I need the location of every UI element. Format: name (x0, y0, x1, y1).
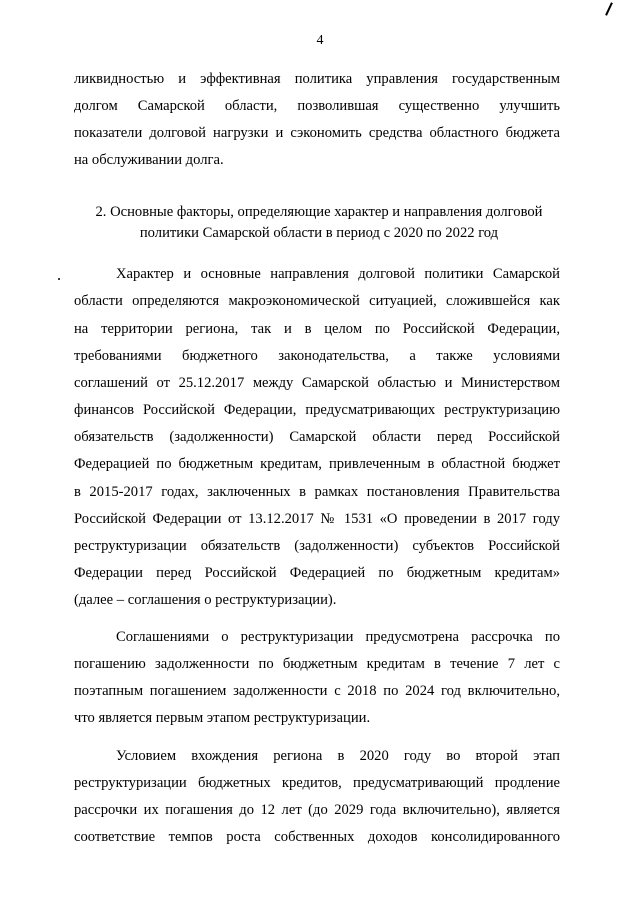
text-line: на территории региона, так и в целом по Российской Федерации, (74, 321, 560, 337)
text-line: соответствие темпов роста собственных доходов консолидированного (74, 829, 560, 845)
scan-mark (605, 2, 613, 16)
text-line: Российской Федерации от 13.12.2017 № 1531 «О проведении в 2017 году (74, 511, 560, 527)
text-line: требованиями бюджетного законодательства, а также условиями (74, 348, 560, 364)
text-line: области определяются макроэкономической ситуацией, сложившейся как (74, 293, 560, 309)
section-heading-line: политики Самарской области в период с 2020 по 2022 год (139, 225, 499, 241)
text-line: Условием вхождения региона в 2020 году во второй этап (116, 748, 560, 764)
text-line: соглашений от 25.12.2017 между Самарской областью и Министерством (74, 375, 560, 391)
text-line: погашению задолженности по бюджетным кредитам в течение 7 лет с (74, 656, 560, 672)
text-line: (далее – соглашения о реструктуризации). (74, 592, 337, 608)
text-line: долгом Самарской области, позволившая существенно улучшить (74, 98, 560, 114)
text-line: в 2015-2017 годах, заключенных в рамках постановления Правительства (74, 484, 560, 500)
text-line: рассрочки их погашения до 12 лет (до 2029 года включительно), является (74, 802, 560, 818)
text-line: что является первым этапом реструктуризации. (74, 710, 371, 726)
text-line: Соглашениями о реструктуризации предусмотрена рассрочка по (116, 629, 560, 645)
page-number: 4 (316, 33, 324, 48)
text-line: Федерации перед Российской Федерацией по бюджетным кредитам» (74, 565, 560, 581)
text-line: Федерацией по бюджетным кредитам, привлеченным в областной бюджет (74, 456, 560, 472)
text-line: реструктуризации обязательств (задолженности) субъектов Российской (74, 538, 560, 554)
scan-mark (58, 278, 60, 280)
text-line: на обслуживании долга. (74, 152, 224, 168)
text-line: реструктуризации бюджетных кредитов, предусматривающий продление (74, 775, 560, 791)
section-heading (74, 202, 564, 244)
text-line: ликвидностью и эффективная политика управления государственным (74, 71, 560, 87)
text-line: финансов Российской Федерации, предусматривающих реструктуризацию (74, 402, 560, 418)
text-line: обязательств (задолженности) Самарской области перед Российской (74, 429, 560, 445)
text-line: Характер и основные направления долговой политики Самарской (116, 266, 560, 282)
text-line: показатели долговой нагрузки и сэкономить средства областного бюджета (74, 125, 560, 141)
section-heading-line: 2. Основные факторы, определяющие характер и направления долговой (95, 204, 543, 220)
text-line: поэтапным погашением задолженности с 2018 по 2024 год включительно, (74, 683, 560, 699)
